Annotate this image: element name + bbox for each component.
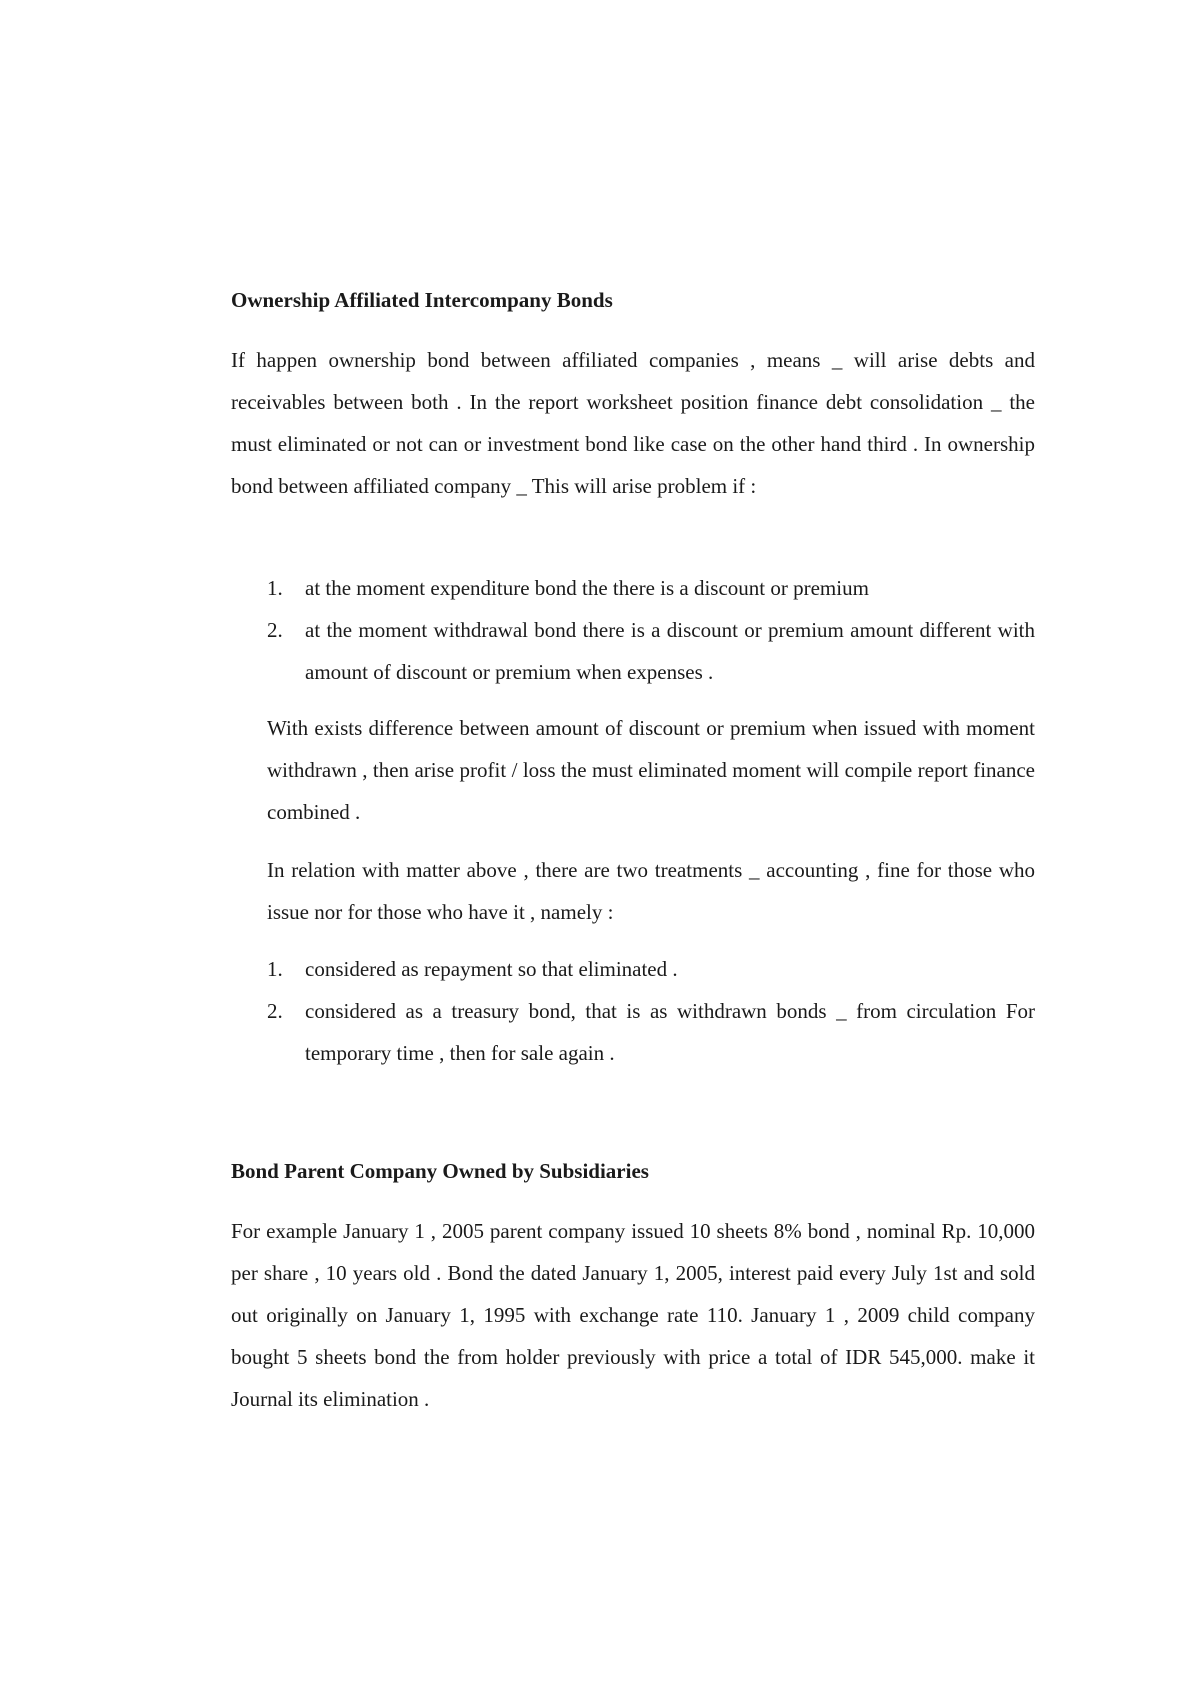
list-number: 1. (267, 576, 283, 600)
document-page (231, 0, 1035, 1698)
treatments-list (231, 948, 1035, 1074)
list-item-text: considered as a treasury bond, that is as withdrawn bonds _ from circulation For temporary time , then for sale again . (305, 999, 1035, 1065)
section-heading-ownership: Ownership Affiliated Intercompany Bonds (231, 288, 613, 312)
list-item-text: at the moment expenditure bond the there is a discount or premium (305, 576, 869, 600)
list-item (231, 567, 1035, 609)
list-item (231, 609, 1035, 693)
list-number: 1. (267, 957, 283, 981)
problems-list (231, 567, 1035, 693)
list-item (231, 948, 1035, 990)
treatments-intro-paragraph: In relation with matter above , there are two treatments _ accounting , fine for those who issue nor for those who have it , namely : (267, 858, 1035, 924)
list-number: 2. (267, 618, 283, 642)
list-item-text: at the moment withdrawal bond there is a discount or premium amount different with amount of discount or premium when expenses . (305, 618, 1035, 684)
list-item (231, 990, 1035, 1074)
list-item-text: considered as repayment so that eliminated . (305, 957, 678, 981)
difference-paragraph: With exists difference between amount of discount or premium when issued with moment withdrawn , then arise profit / loss the must eliminated moment will compile report finance combined . (267, 716, 1035, 824)
section-heading-parent-bond: Bond Parent Company Owned by Subsidiaries (231, 1159, 649, 1183)
list-number: 2. (267, 999, 283, 1023)
intro-paragraph: If happen ownership bond between affiliated companies , means _ will arise debts and receivables between both . In the report worksheet position finance debt consolidation _ the must eliminated or not can or investment bond like case on the other hand third . In ownership bond between affiliated company _ This will arise problem if : (231, 348, 1035, 498)
example-paragraph: For example January 1 , 2005 parent company issued 10 sheets 8% bond , nominal Rp. 10,000 per share , 10 years old . Bond the dated January 1, 2005, interest paid every July 1st and sold out originally on January 1, 1995 with exchange rate 110. January 1 , 2009 child company bought 5 sheets bond the from holder previously with price a total of IDR 545,000. make it Journal its elimination . (231, 1219, 1035, 1411)
